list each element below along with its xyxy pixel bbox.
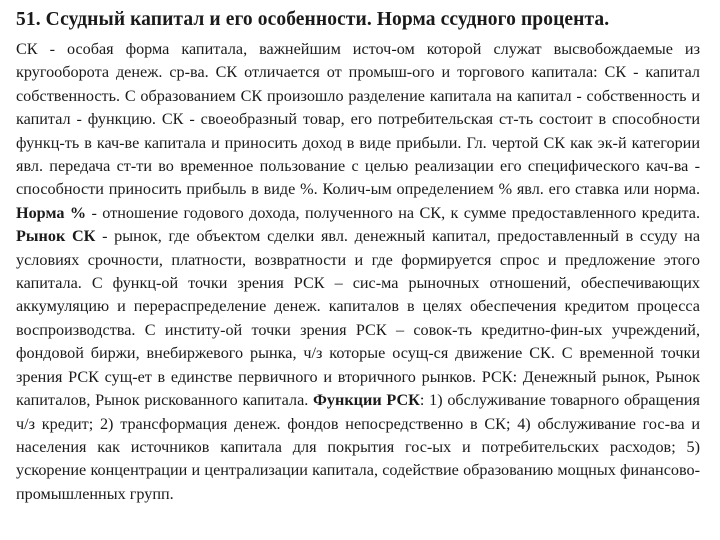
term-interest-rate: Норма % bbox=[16, 203, 87, 222]
page-title: 51. Ссудный капитал и его особенности. Норма ссудного процента. bbox=[16, 9, 610, 30]
body-paragraph bbox=[16, 38, 700, 506]
document-page bbox=[16, 8, 700, 506]
paragraph-segment-4: : 1) обслуживание товарного обращения ч/з кредит; 2) трансформация денеж. фондов непосредственно в СК; 4) обслуживание гос-ва и населения как источников капитала для покрытия гос-ых и потребительских расходов; 5) ускорение концентрации и централизации капитала, содействие образованию мощных финансово-промышленных групп. bbox=[16, 391, 700, 503]
paragraph-segment-3: - рынок, где объектом сделки явл. денежный капитал, предоставленный в ссуду на условиях срочности, платности, возвратности и где формируется спрос и предложение этого капитала. С функц-ой точки зрения РСК – сис-ма рыночных отношений, обеспечивающих аккумуляцию и перераспределение денеж. капиталов в целях обеспечения кредитом процесса воспроизводства. С институ-ой точки зрения РСК – совок-ть кредитно-фин-ых учреждений, фондовой биржи, внебиржевого рынка, ч/з которые осущ-ся движение СК. С временной точки зрения РСК сущ-ет в единстве первичного и вторичного рынков. РСК: Денежный рынок, Рынок капиталов, Рынок рискованного капитала. bbox=[16, 227, 701, 410]
paragraph-segment-1: СК - особая форма капитала, важнейшим источ-ом которой служат высвобождаемые из кругооборота денеж. ср-ва. СК отличается от промыш-ого и торгового капитала: СК - капитал собственность. С образованием СК произошло разделение капитала на капитал - собственность и капитал - функцию. СК - своеобразный товар, его потребительская ст-ть состоит в способности функц-ть в кач-ве капитала и приносить доход в виде прибыли. Гл. чертой СК как эк-й категории явл. передача ст-ти во временное пользование с целью реализации его специфического кач-ва - способности приносить прибыль в виде %. Колич-ым определением % явл. его ставка или норма. bbox=[16, 40, 700, 199]
term-loan-capital-market: Рынок СК bbox=[16, 227, 96, 246]
paragraph-segment-2: - отношение годового дохода, полученного на СК, к сумме предоставленного кредита. bbox=[86, 203, 701, 222]
term-market-functions: Функции РСК bbox=[313, 391, 420, 410]
